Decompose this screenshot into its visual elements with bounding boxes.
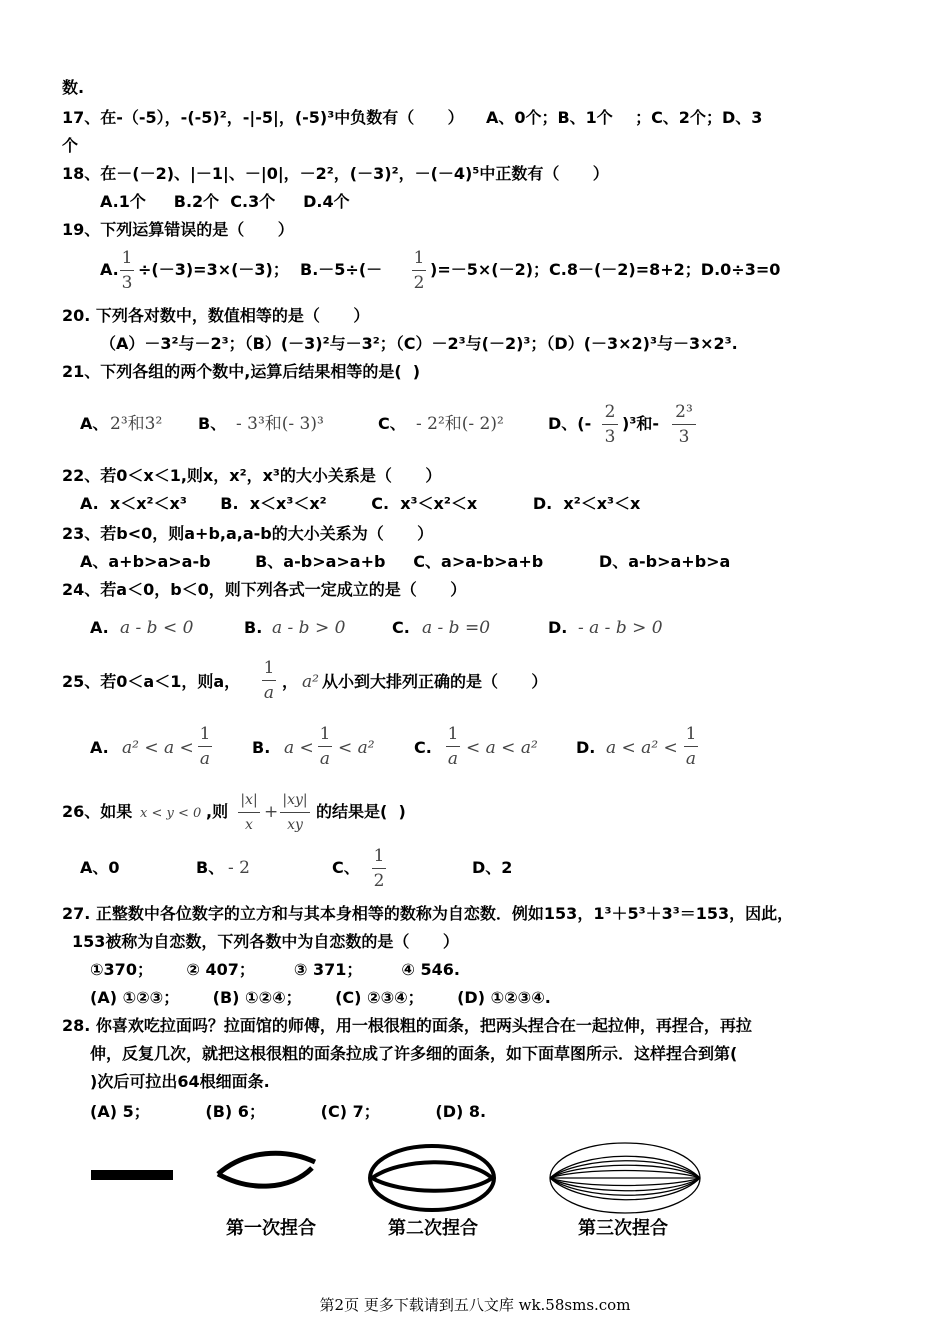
q25-option-c: C. — [414, 738, 432, 757]
question-23-options: A、a+b>a>a-b B、a-b>a>a+b C、a>a-b>a+b D、a-b>a+b>a — [80, 552, 731, 571]
numerator: 1 — [263, 658, 275, 678]
q26-option-a: A、0 — [80, 858, 120, 877]
q26-option-b-math: - 2 — [228, 858, 250, 878]
q26-condition-math: x < y < 0 — [140, 806, 202, 821]
q21-option-b-math: - 3³和(- 3)³ — [236, 414, 324, 434]
q25d-fraction — [684, 724, 698, 769]
denominator: 3 — [121, 273, 133, 293]
q21-option-c: C、 — [378, 414, 406, 433]
numerator: |x| — [240, 792, 258, 808]
q24-option-d-math: - a - b > 0 — [578, 618, 663, 638]
continued-text: 数. — [62, 78, 85, 97]
q25-option-b: B. — [252, 738, 271, 757]
question-28-cont2: )次后可拉出64根细面条. — [90, 1072, 270, 1091]
q24-option-b: B. — [244, 618, 263, 637]
q21-option-a-math: 2³和3² — [110, 414, 163, 434]
question-28: 28. 你喜欢吃拉面吗？拉面馆的师傅，用一根很粗的面条，把两头捏合在一起拉伸，再捏合，再拉 — [62, 1016, 752, 1035]
denominator: x — [245, 817, 253, 833]
q26c-fraction-one-half — [372, 846, 386, 891]
numerator: 1 — [199, 724, 211, 744]
q19-options-tail: )=－5×(－2)；C.8－(－2)=8+2；D.0÷3=0 — [430, 260, 781, 279]
q26-option-c: C、 — [332, 858, 360, 877]
q25c-fraction — [446, 724, 460, 769]
numerator: 2³ — [675, 402, 693, 422]
question-18-options: A.1个 B.2个 C.3个 D.4个 — [100, 192, 350, 211]
denominator: 3 — [678, 427, 690, 447]
q24-option-b-math: a - b > 0 — [272, 618, 346, 638]
q25-option-d: D. — [576, 738, 596, 757]
denominator: a — [199, 749, 211, 769]
denominator: a — [319, 749, 331, 769]
denominator: a — [447, 749, 459, 769]
question-23: 23、若b<0，则a+b,a,a-b的大小关系为（ ） — [62, 524, 434, 543]
q26-mid: ,则 — [206, 802, 229, 821]
q19-options-mid: ÷(－3)=3×(－3)； B.－5÷(－ — [138, 260, 383, 279]
q25-question-tail: 从小到大排列正确的是（ ） — [322, 672, 548, 691]
q25-fraction-one-over-a — [262, 658, 276, 703]
thick-noodle — [91, 1170, 173, 1180]
q21-fraction-two-thirds — [602, 402, 618, 447]
q24-option-a-math: a - b < 0 — [120, 618, 194, 638]
question-24: 24、若a＜0，b＜0，则下列各式一定成立的是（ ） — [62, 580, 467, 599]
q25-a-squared: a² — [302, 672, 319, 692]
question-28-options: (A) 5； (B) 6； (C) 7； (D) 8. — [90, 1102, 487, 1121]
second-fold-shape — [370, 1146, 494, 1210]
numerator: |xy| — [282, 792, 308, 808]
q25b-fraction — [318, 724, 332, 769]
q25-option-b-math1: a < — [284, 738, 314, 758]
q25-option-a-math: a² < a < — [122, 738, 194, 758]
denominator: a — [685, 749, 697, 769]
q26-fraction-absx-over-x — [238, 790, 260, 835]
denominator: 2 — [373, 871, 385, 891]
q19-fraction-one-third — [120, 248, 134, 293]
question-28-cont1: 伸，反复几次，就把这根很粗的面条拉成了许多细的面条，如下面草图所示．这样捏合到第( — [90, 1044, 738, 1063]
caption-first-fold: 第一次捏合 — [226, 1218, 316, 1239]
question-20: 20. 下列各对数中，数值相等的是（ ） — [62, 306, 370, 325]
q21-option-a: A、 — [80, 414, 109, 433]
question-25: 25、若0＜a＜1，则a， — [62, 672, 241, 691]
question-27-options: (A) ①②③； (B) ①②④； (C) ②③④； (D) ①②③④. — [90, 988, 551, 1007]
numerator: 1 — [413, 248, 425, 268]
numerator: 1 — [373, 846, 385, 866]
numerator: 1 — [685, 724, 697, 744]
q21-option-c-math: - 2²和(- 2)² — [416, 414, 504, 434]
q26-option-d: D、2 — [472, 858, 513, 877]
numerator: 1 — [121, 248, 133, 268]
q19-fraction-one-half — [412, 248, 426, 293]
question-27-numbers: ①370； ② 407； ③ 371； ④ 546. — [90, 960, 460, 979]
question-27: 27. 正整数中各位数字的立方和与其本身相等的数称为自恋数．例如153，1³＋5³＋3³＝153，因此， — [62, 904, 794, 923]
q25a-fraction — [198, 724, 212, 769]
caption-second-fold: 第二次捏合 — [388, 1218, 478, 1239]
question-22: 22、若0＜x＜1,则x，x²，x³的大小关系是（ ） — [62, 466, 442, 485]
page-footer: 第2页 更多下载请到五八文库 wk.58sms.com — [319, 1296, 631, 1314]
q26-fraction-absxy-over-xy — [280, 790, 310, 835]
denominator: 3 — [604, 427, 616, 447]
third-fold-shape — [550, 1143, 700, 1213]
question-17: 17、在-（-5），-(-5)²，-|-5|，(-5)³中负数有（ ） A、0个；B、1个 ；C、2个；D、3 — [62, 108, 763, 127]
numerator: 1 — [319, 724, 331, 744]
q25-option-a: A. — [90, 738, 109, 757]
q26-tail: 的结果是( ) — [316, 802, 406, 821]
q21-option-b: B、 — [198, 414, 227, 433]
q24-option-a: A. — [90, 618, 109, 637]
q21-option-d-mid: )³和- — [622, 414, 659, 433]
q26-plus: + — [264, 802, 279, 822]
question-27-cont: 153被称为自恋数，下列各数中为自恋数的是（ ） — [72, 932, 459, 951]
question-20-options: （A）－3²与－2³；（B）(－3)²与－3²；（C）－2³与(－2)³；（D）(－3×2)³与－3×2³. — [100, 334, 738, 353]
q19-option-a-label: A. — [100, 260, 119, 279]
q21-fraction-two-cubed-over-three — [672, 402, 696, 447]
question-19: 19、下列运算错误的是（ ） — [62, 220, 294, 239]
q25-option-b-math2: < a² — [338, 738, 375, 758]
q25-comma: ， — [282, 672, 299, 691]
numerator: 1 — [447, 724, 459, 744]
question-17-cont: 个 — [62, 136, 79, 155]
q25-option-c-math: < a < a² — [466, 738, 538, 758]
question-22-options: A. x＜x²＜x³ B. x＜x³＜x² C. x³＜x²＜x D. x²＜x³＜x — [80, 494, 641, 513]
numerator: 2 — [604, 402, 616, 422]
denominator: a — [263, 683, 275, 703]
question-21: 21、下列各组的两个数中,运算后结果相等的是( ) — [62, 362, 421, 381]
caption-third-fold: 第三次捏合 — [578, 1218, 668, 1239]
q24-option-d: D. — [548, 618, 568, 637]
q24-option-c: C. — [392, 618, 410, 637]
denominator: 2 — [413, 273, 425, 293]
q25-option-d-math: a < a² < — [606, 738, 678, 758]
q26-option-b: B、 — [196, 858, 225, 877]
question-26: 26、如果 — [62, 802, 133, 821]
question-18: 18、在－(－2)、|－1|、－|0|，－2²，(－3)²，－(－4)⁵中正数有（ ） — [62, 164, 609, 183]
first-fold-shape — [218, 1153, 315, 1186]
noodle-diagram — [80, 1140, 720, 1220]
q21-option-d: D、(- — [548, 414, 592, 433]
q24-option-c-math: a - b =0 — [422, 618, 491, 638]
denominator: xy — [287, 817, 303, 833]
